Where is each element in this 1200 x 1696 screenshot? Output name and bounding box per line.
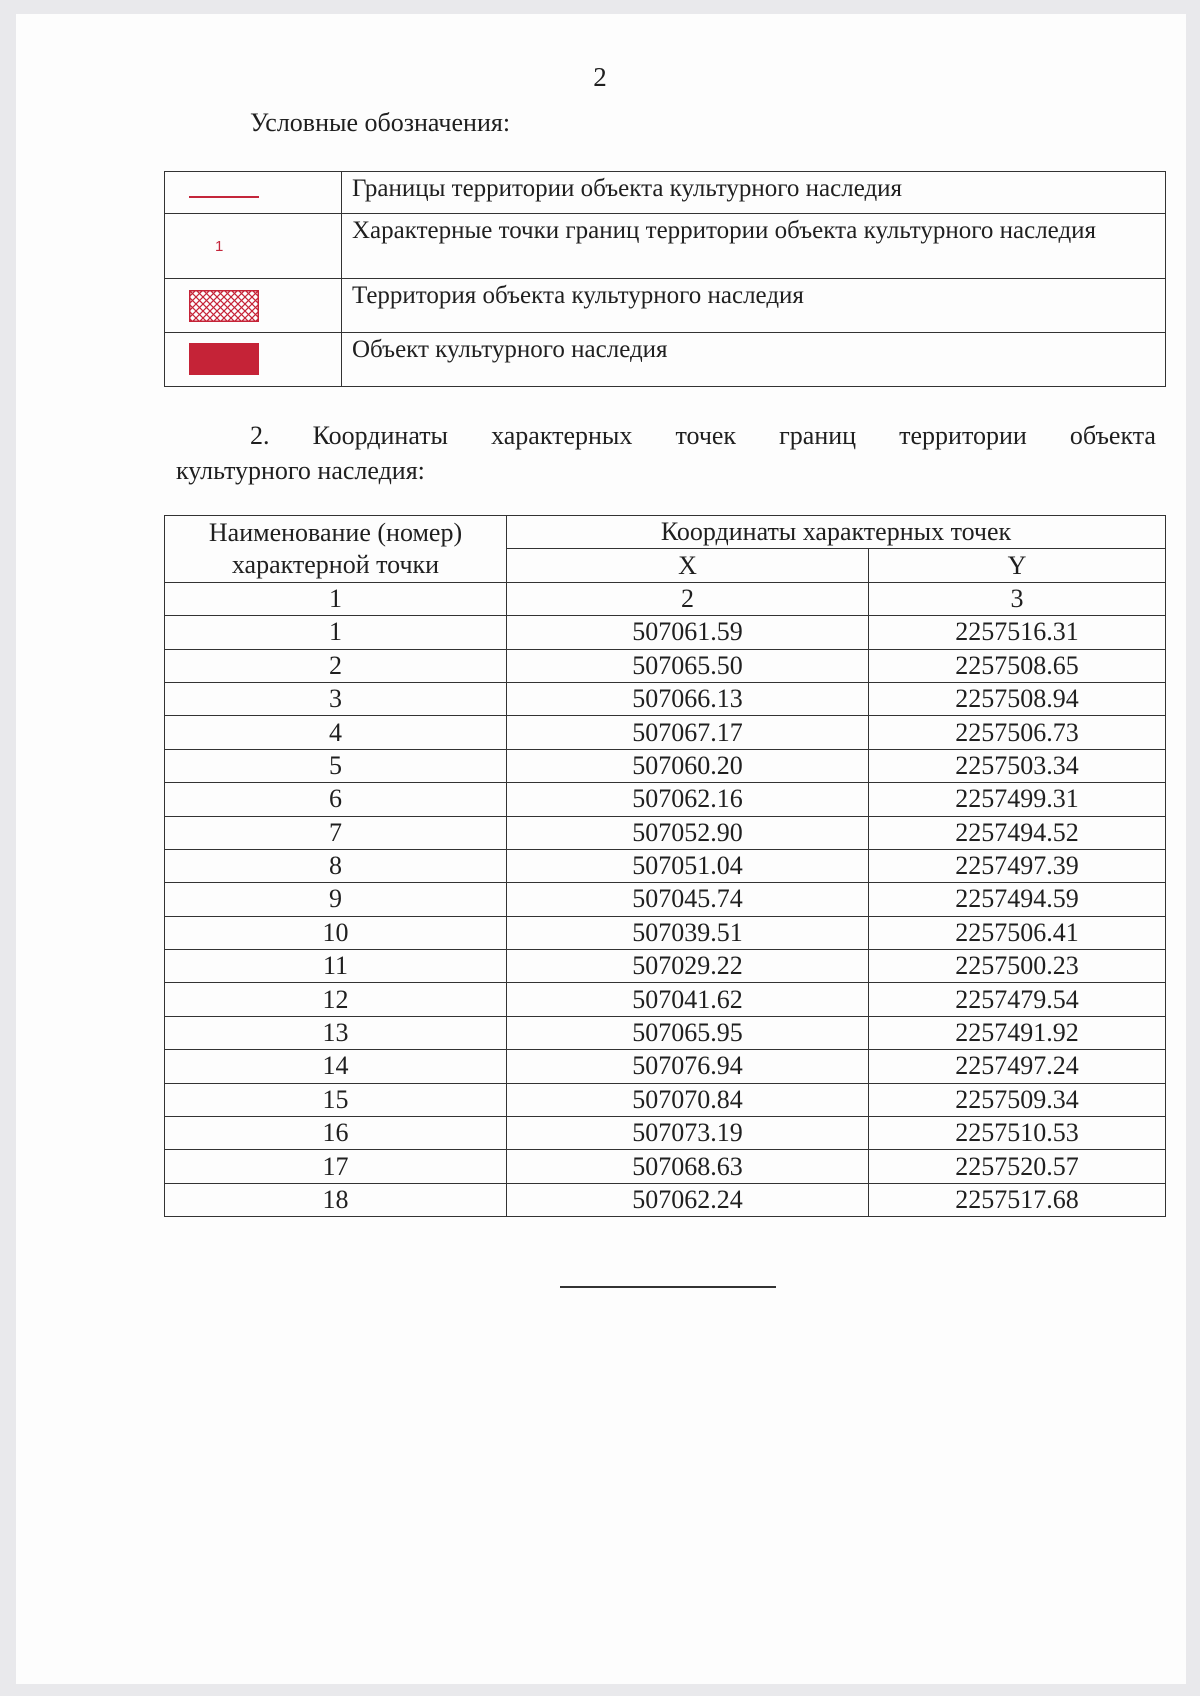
x-coordinate-cell: 507068.63 bbox=[507, 1150, 869, 1183]
table-row bbox=[165, 1117, 1166, 1150]
section-2-heading bbox=[176, 418, 1156, 488]
y-coordinate-cell: 2257499.31 bbox=[869, 783, 1166, 816]
column-number: 3 bbox=[869, 582, 1166, 615]
y-coordinate-cell: 2257506.73 bbox=[869, 716, 1166, 749]
table-row bbox=[165, 749, 1166, 782]
x-coordinate-cell: 507061.59 bbox=[507, 616, 869, 649]
coordinates-rows bbox=[165, 616, 1166, 1217]
table-row bbox=[165, 1083, 1166, 1116]
table-row bbox=[165, 783, 1166, 816]
heading-word: территории bbox=[899, 421, 1027, 450]
point-number-cell: 11 bbox=[165, 950, 507, 983]
y-coordinate-cell: 2257503.34 bbox=[869, 749, 1166, 782]
table-row bbox=[165, 950, 1166, 983]
y-coordinate-cell: 2257494.59 bbox=[869, 883, 1166, 916]
legend-label: Характерные точки границ территории объекта культурного наследия bbox=[342, 214, 1166, 279]
page-number: 2 bbox=[593, 62, 607, 92]
table-row bbox=[165, 1050, 1166, 1083]
x-coordinate-cell: 507066.13 bbox=[507, 682, 869, 715]
point-number-cell: 6 bbox=[165, 783, 507, 816]
table-row bbox=[165, 849, 1166, 882]
point-number-cell: 13 bbox=[165, 1016, 507, 1049]
x-coordinate-cell: 507045.74 bbox=[507, 883, 869, 916]
table-row bbox=[165, 1183, 1166, 1216]
heading-word: Координаты bbox=[312, 421, 449, 450]
point-number-cell: 9 bbox=[165, 883, 507, 916]
x-coordinate-cell: 507060.20 bbox=[507, 749, 869, 782]
point-number-cell: 12 bbox=[165, 983, 507, 1016]
header-x: X bbox=[507, 549, 869, 582]
table-row bbox=[165, 649, 1166, 682]
y-coordinate-cell: 2257500.23 bbox=[869, 950, 1166, 983]
x-coordinate-cell: 507062.16 bbox=[507, 783, 869, 816]
column-number: 1 bbox=[165, 582, 507, 615]
table-row bbox=[165, 616, 1166, 649]
y-coordinate-cell: 2257510.53 bbox=[869, 1117, 1166, 1150]
heading-word: характерных bbox=[491, 421, 633, 450]
red-boundary-line-icon bbox=[189, 196, 259, 198]
y-coordinate-cell: 2257479.54 bbox=[869, 983, 1166, 1016]
point-number-cell: 8 bbox=[165, 849, 507, 882]
legend-label: Территория объекта культурного наследия bbox=[342, 279, 1166, 333]
point-number-cell: 1 bbox=[165, 616, 507, 649]
table-row bbox=[165, 916, 1166, 949]
x-coordinate-cell: 507062.24 bbox=[507, 1183, 869, 1216]
x-coordinate-cell: 507029.22 bbox=[507, 950, 869, 983]
legend-symbol-cell bbox=[165, 214, 342, 279]
point-number-cell: 17 bbox=[165, 1150, 507, 1183]
legend-symbol-cell bbox=[165, 279, 342, 333]
y-coordinate-cell: 2257497.24 bbox=[869, 1050, 1166, 1083]
table-row bbox=[165, 1150, 1166, 1183]
heading-word: точек bbox=[675, 421, 737, 450]
x-coordinate-cell: 507073.19 bbox=[507, 1117, 869, 1150]
x-coordinate-cell: 507065.50 bbox=[507, 649, 869, 682]
point-number-icon: 1 bbox=[215, 238, 224, 255]
point-number-cell: 18 bbox=[165, 1183, 507, 1216]
table-row bbox=[165, 716, 1166, 749]
table-row bbox=[165, 883, 1166, 916]
header-coordinates: Координаты характерных точек bbox=[507, 516, 1166, 549]
y-coordinate-cell: 2257509.34 bbox=[869, 1083, 1166, 1116]
x-coordinate-cell: 507041.62 bbox=[507, 983, 869, 1016]
table-row bbox=[165, 983, 1166, 1016]
y-coordinate-cell: 2257520.57 bbox=[869, 1150, 1166, 1183]
x-coordinate-cell: 507067.17 bbox=[507, 716, 869, 749]
column-number: 2 bbox=[507, 582, 869, 615]
y-coordinate-cell: 2257497.39 bbox=[869, 849, 1166, 882]
x-coordinate-cell: 507039.51 bbox=[507, 916, 869, 949]
point-number-cell: 14 bbox=[165, 1050, 507, 1083]
point-number-cell: 7 bbox=[165, 816, 507, 849]
point-number-cell: 5 bbox=[165, 749, 507, 782]
heading-word: 2. bbox=[250, 421, 270, 450]
legend-symbol-cell bbox=[165, 333, 342, 387]
legend-table bbox=[164, 171, 1166, 387]
y-coordinate-cell: 2257494.52 bbox=[869, 816, 1166, 849]
x-coordinate-cell: 507076.94 bbox=[507, 1050, 869, 1083]
coordinates-table bbox=[164, 515, 1166, 1217]
y-coordinate-cell: 2257517.68 bbox=[869, 1183, 1166, 1216]
legend-title: Условные обозначения: bbox=[250, 108, 511, 137]
closing-rule bbox=[560, 1286, 776, 1288]
y-coordinate-cell: 2257508.94 bbox=[869, 682, 1166, 715]
point-number-cell: 10 bbox=[165, 916, 507, 949]
point-number-cell: 2 bbox=[165, 649, 507, 682]
legend-label: Границы территории объекта культурного наследия bbox=[342, 172, 1166, 214]
x-coordinate-cell: 507051.04 bbox=[507, 849, 869, 882]
crosshatch-territory-icon bbox=[189, 290, 259, 322]
header-y: Y bbox=[869, 549, 1166, 582]
x-coordinate-cell: 507052.90 bbox=[507, 816, 869, 849]
point-number-cell: 3 bbox=[165, 682, 507, 715]
y-coordinate-cell: 2257516.31 bbox=[869, 616, 1166, 649]
table-row bbox=[165, 816, 1166, 849]
x-coordinate-cell: 507065.95 bbox=[507, 1016, 869, 1049]
y-coordinate-cell: 2257506.41 bbox=[869, 916, 1166, 949]
y-coordinate-cell: 2257508.65 bbox=[869, 649, 1166, 682]
table-row bbox=[165, 1016, 1166, 1049]
heading-line-2: культурного наследия: bbox=[176, 456, 425, 485]
point-number-cell: 16 bbox=[165, 1117, 507, 1150]
legend-symbol-cell bbox=[165, 172, 342, 214]
heading-word: объекта bbox=[1069, 421, 1156, 450]
header-point-name: Наименование (номер) характерной точки bbox=[165, 516, 507, 583]
point-number-cell: 4 bbox=[165, 716, 507, 749]
point-number-cell: 15 bbox=[165, 1083, 507, 1116]
table-row bbox=[165, 682, 1166, 715]
solid-object-icon bbox=[189, 343, 259, 375]
y-coordinate-cell: 2257491.92 bbox=[869, 1016, 1166, 1049]
x-coordinate-cell: 507070.84 bbox=[507, 1083, 869, 1116]
legend-label: Объект культурного наследия bbox=[342, 333, 1166, 387]
heading-word: границ bbox=[779, 421, 857, 450]
